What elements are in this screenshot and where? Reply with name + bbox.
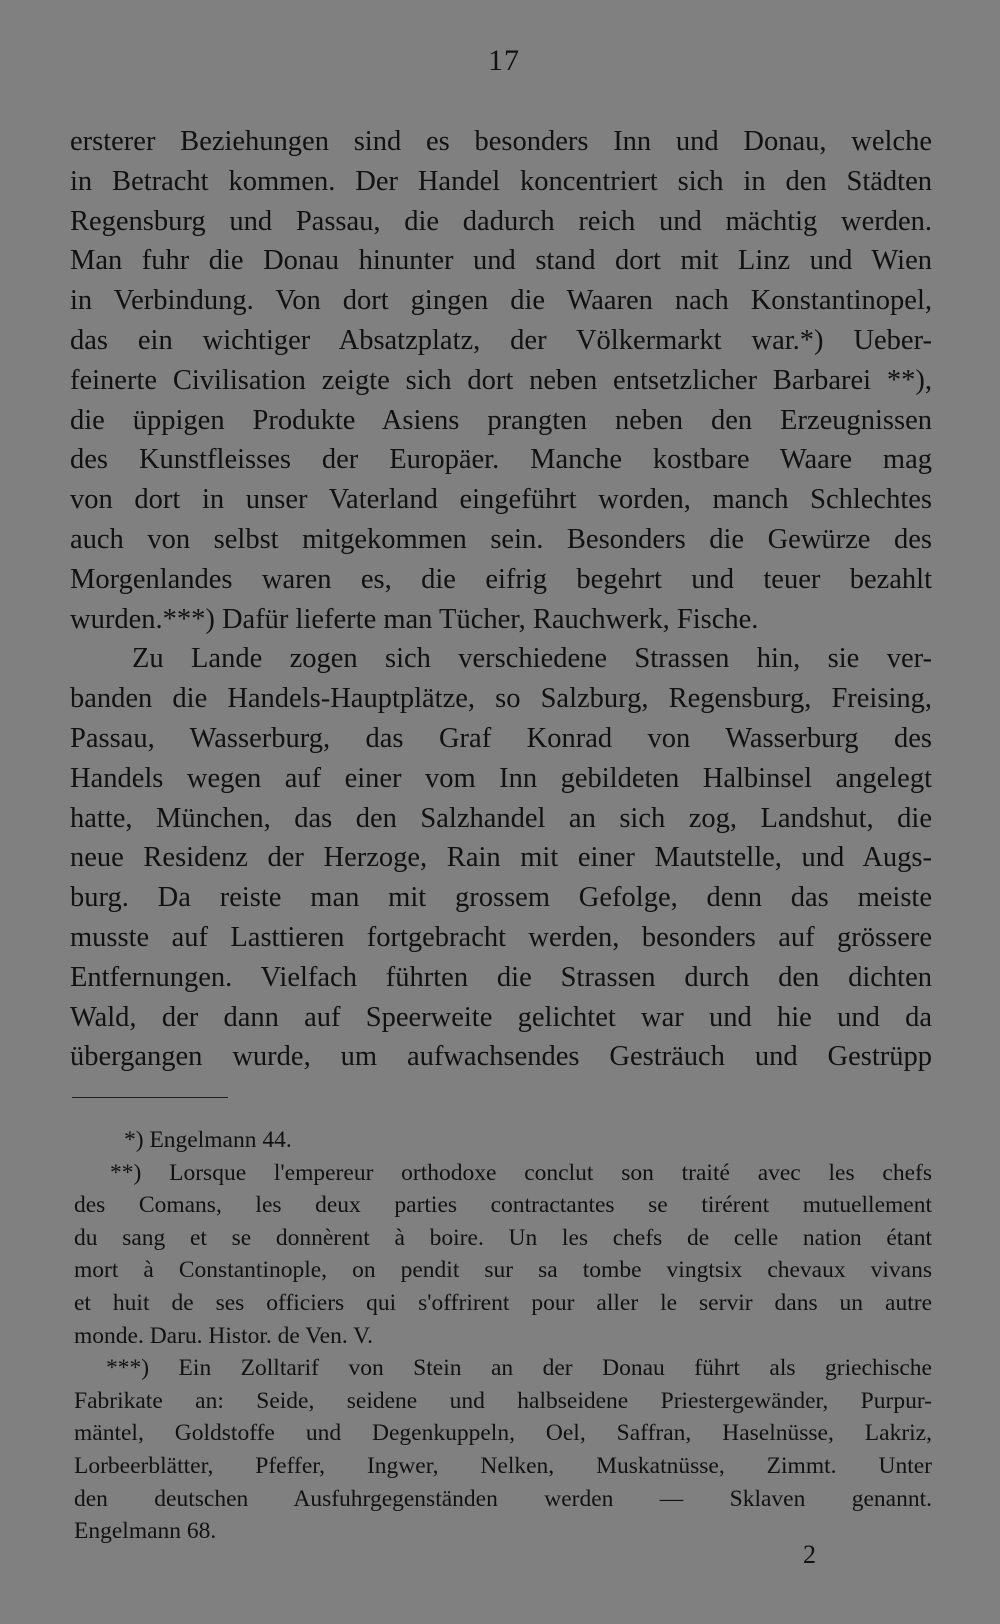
text-line: auch von selbst mitgekommen sein. Besonders die Gewürze des <box>70 523 932 555</box>
footnote-line: des Comans, les deux parties contractantes se tirérent mutuellement <box>74 1192 932 1219</box>
text-line: von dort in unser Vaterland eingeführt worden, manch Schlechtes <box>70 484 932 516</box>
text-line: banden die Handels-Hauptplätze, so Salzburg, Regensburg, Freising, <box>70 683 932 715</box>
footnote-line: den deutschen Ausfuhrgegenständen werden — Sklaven genannt. <box>74 1485 932 1512</box>
text-line: Handels wegen auf einer vom Inn gebildeten Halbinsel angelegt <box>70 762 932 794</box>
text-line: hatte, München, das den Salzhandel an sich zog, Landshut, die <box>70 802 932 834</box>
text-line: des Kunstfleisses der Europäer. Manche kostbare Waare mag <box>70 444 932 476</box>
footnote-line: monde. Daru. Histor. de Ven. V. <box>74 1322 373 1349</box>
text-line: in Verbindung. Von dort gingen die Waaren nach Konstantinopel, <box>70 285 932 317</box>
signature-mark: 2 <box>803 1540 816 1569</box>
text-line: wurden.***) Dafür lieferte man Tücher, Rauchwerk, Fische. <box>70 603 759 635</box>
page-number: 17 <box>488 44 520 77</box>
text-line: das ein wichtiger Absatzplatz, der Völkermarkt war.*) Ueber- <box>70 324 932 356</box>
footnote-line: mäntel, Goldstoffe und Degenkuppeln, Oel, Saffran, Haselnüsse, Lakriz, <box>74 1420 932 1447</box>
text-line: in Betracht kommen. Der Handel koncentriert sich in den Städten <box>70 165 932 197</box>
text-line: Entfernungen. Vielfach führten die Strassen durch den dichten <box>70 961 932 993</box>
text-line: Passau, Wasserburg, das Graf Konrad von Wasserburg des <box>70 722 932 754</box>
text-line: Zu Lande zogen sich verschiedene Strassen hin, sie ver- <box>132 643 932 675</box>
text-line: burg. Da reiste man mit grossem Gefolge, denn das meiste <box>70 882 932 914</box>
footnote-line: **) Lorsque l'empereur orthodoxe conclut son traité avec les chefs <box>110 1159 932 1186</box>
footnote-line: Fabrikate an: Seide, seidene und halbseidene Priestergewänder, Purpur- <box>74 1387 932 1414</box>
footnote-divider <box>72 1097 228 1098</box>
footnote-line: *) Engelmann 44. <box>124 1127 292 1153</box>
footnote-line: ***) Ein Zolltarif von Stein an der Donau führt als griechische <box>106 1355 932 1382</box>
footnotes-block <box>74 1124 932 1548</box>
footnote-line: Engelmann 68. <box>74 1518 217 1545</box>
text-line: Regensburg und Passau, die dadurch reich und mächtig werden. <box>70 205 932 237</box>
footnote-line: et huit de ses officiers qui s'offrirent pour aller le servir dans un autre <box>74 1289 932 1316</box>
footnote-line: du sang et se donnèrent à boire. Un les chefs de celle nation étant <box>74 1224 932 1251</box>
text-line: übergangen wurde, um aufwachsendes Gesträuch und Gestrüpp <box>70 1041 932 1073</box>
text-line: musste auf Lasttieren fortgebracht werden, besonders auf grössere <box>70 921 932 953</box>
footnote-line: mort à Constantinople, on pendit sur sa tombe vingtsix chevaux vivans <box>74 1257 932 1284</box>
text-line: Morgenlandes waren es, die eifrig begehrt und teuer bezahlt <box>70 563 932 595</box>
text-line: feinerte Civilisation zeigte sich dort neben entsetzlicher Barbarei **), <box>70 364 932 396</box>
text-line: die üppigen Produkte Asiens prangten neben den Erzeugnissen <box>70 404 932 436</box>
text-line: ersterer Beziehungen sind es besonders Inn und Donau, welche <box>70 126 932 157</box>
text-line: neue Residenz der Herzoge, Rain mit einer Mautstelle, und Augs- <box>70 842 932 874</box>
text-line: Man fuhr die Donau hinunter und stand dort mit Linz und Wien <box>70 245 932 277</box>
text-line: Wald, der dann auf Speerweite gelichtet war und hie und da <box>70 1001 932 1033</box>
main-text-block <box>70 122 932 1077</box>
footnote-line: Lorbeerblätter, Pfeffer, Ingwer, Nelken, Muskatnüsse, Zimmt. Unter <box>74 1452 932 1479</box>
